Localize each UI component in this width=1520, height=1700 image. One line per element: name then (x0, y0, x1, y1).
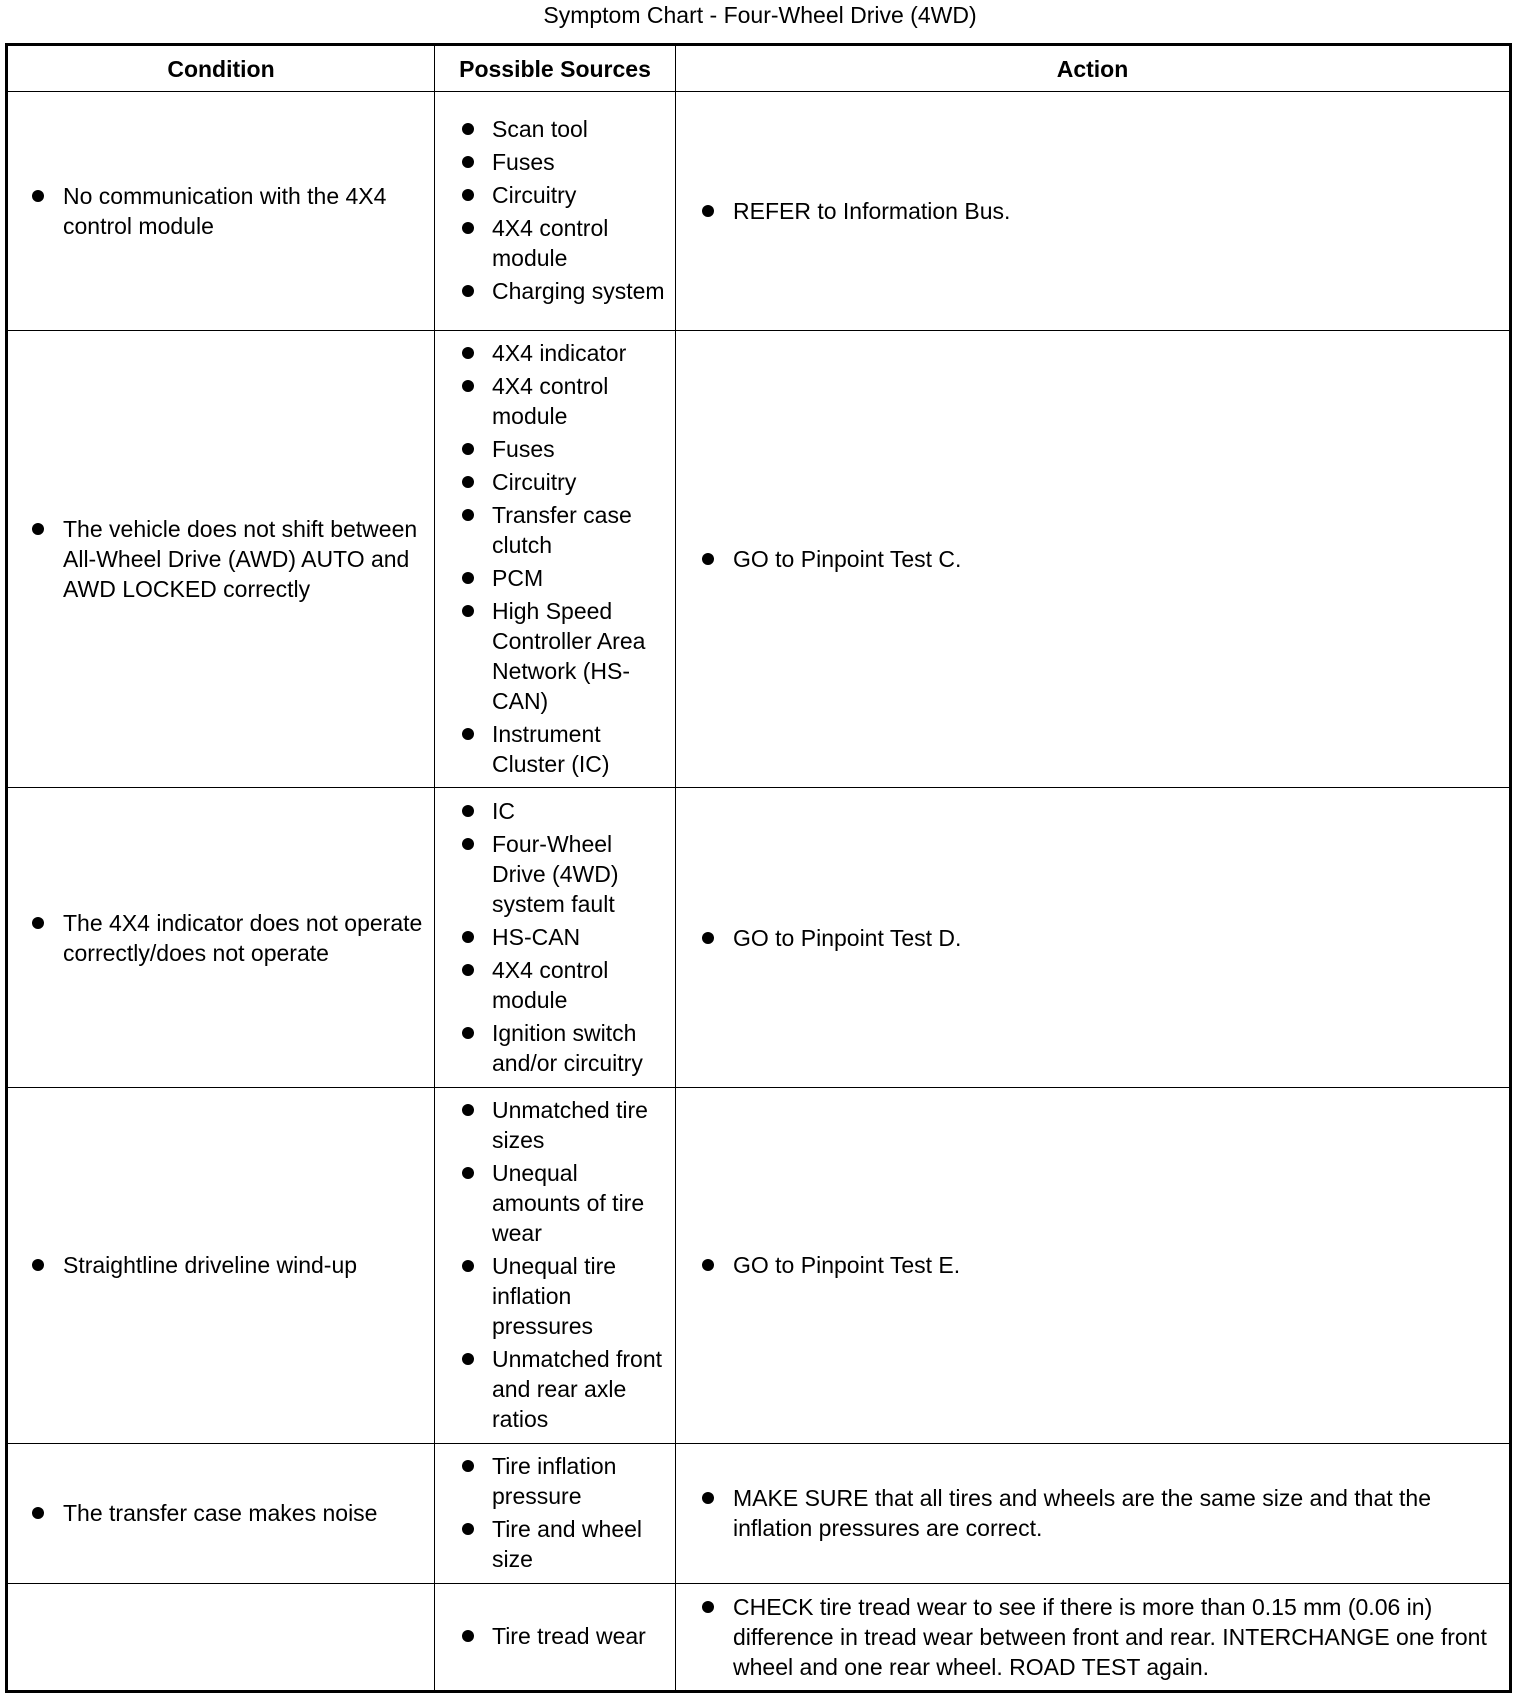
source-item: Charging system (435, 276, 669, 306)
source-item: 4X4 indicator (435, 338, 669, 368)
symptom-chart-table (5, 43, 1512, 1693)
table-row (7, 788, 1511, 1087)
condition-cell (7, 1443, 435, 1583)
action-text: GO to Pinpoint Test C. (676, 544, 1509, 574)
sources-cell (435, 331, 676, 788)
sources-cell (435, 788, 676, 1087)
action-cell (676, 331, 1511, 788)
condition-text: No communication with the 4X4 control module (8, 181, 434, 241)
header-action: Action (676, 45, 1511, 92)
source-item: Instrument Cluster (IC) (435, 719, 669, 779)
source-item: Tire inflation pressure (435, 1451, 669, 1511)
page-title: Symptom Chart - Four-Wheel Drive (4WD) (543, 2, 977, 28)
condition-cell (7, 788, 435, 1087)
source-item: Fuses (435, 434, 669, 464)
condition-cell (7, 1583, 435, 1691)
source-item: Unequal tire inflation pressures (435, 1251, 669, 1341)
source-item: 4X4 control module (435, 213, 669, 273)
source-item: Four-Wheel Drive (4WD) system fault (435, 829, 669, 919)
condition-text: The 4X4 indicator does not operate correctly/does not operate (8, 908, 434, 968)
header-row (7, 45, 1511, 92)
table-row (7, 1443, 1511, 1583)
source-item: Circuitry (435, 467, 669, 497)
source-item: HS-CAN (435, 922, 669, 952)
source-item: Tire and wheel size (435, 1514, 669, 1574)
table-row (7, 331, 1511, 788)
header-possible-sources: Possible Sources (435, 45, 676, 92)
sources-cell (435, 92, 676, 331)
action-text: CHECK tire tread wear to see if there is more than 0.15 mm (0.06 in) difference in tread wear between front and rear. INTERCHANGE one front wheel and one rear wheel. ROAD TEST again. (676, 1592, 1509, 1682)
source-item: Fuses (435, 147, 669, 177)
action-text: MAKE SURE that all tires and wheels are the same size and that the inflation pressures are correct. (676, 1483, 1509, 1543)
table-row (7, 92, 1511, 331)
sources-cell (435, 1443, 676, 1583)
condition-cell (7, 92, 435, 331)
action-cell (676, 1087, 1511, 1443)
source-item: Scan tool (435, 114, 669, 144)
condition-cell (7, 1087, 435, 1443)
source-item: Unequal amounts of tire wear (435, 1158, 669, 1248)
source-item: Unmatched front and rear axle ratios (435, 1344, 669, 1434)
source-item: Circuitry (435, 180, 669, 210)
source-item: 4X4 control module (435, 955, 669, 1015)
condition-text: The vehicle does not shift between All-Wheel Drive (AWD) AUTO and AWD LOCKED correctly (8, 514, 434, 604)
source-item: Tire tread wear (435, 1621, 669, 1651)
table-row (7, 1583, 1511, 1691)
action-text: GO to Pinpoint Test E. (676, 1250, 1509, 1280)
condition-text: The transfer case makes noise (8, 1498, 434, 1528)
action-cell (676, 788, 1511, 1087)
action-cell (676, 1583, 1511, 1691)
action-text: REFER to Information Bus. (676, 196, 1509, 226)
sources-cell (435, 1583, 676, 1691)
sources-cell (435, 1087, 676, 1443)
source-item: IC (435, 796, 669, 826)
action-text: GO to Pinpoint Test D. (676, 923, 1509, 953)
condition-text: Straightline driveline wind-up (8, 1250, 434, 1280)
source-item: Transfer case clutch (435, 500, 669, 560)
source-item: Ignition switch and/or circuitry (435, 1018, 669, 1078)
condition-cell (7, 331, 435, 788)
header-condition: Condition (7, 45, 435, 92)
source-item: 4X4 control module (435, 371, 669, 431)
action-cell (676, 1443, 1511, 1583)
table-row (7, 1087, 1511, 1443)
source-item: PCM (435, 563, 669, 593)
source-item: Unmatched tire sizes (435, 1095, 669, 1155)
source-item: High Speed Controller Area Network (HS-CAN) (435, 596, 669, 716)
action-cell (676, 92, 1511, 331)
